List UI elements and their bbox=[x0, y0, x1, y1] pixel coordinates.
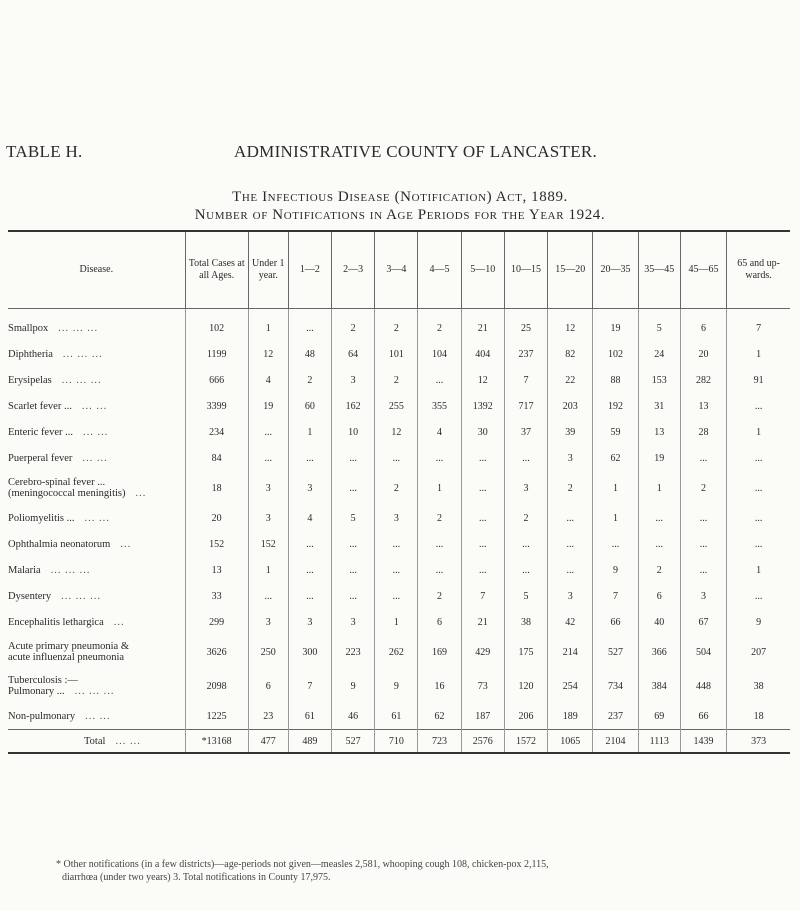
disease-name bbox=[8, 309, 185, 342]
age-period-cell: ... bbox=[754, 400, 763, 412]
age-period-cell: 39 bbox=[548, 419, 593, 445]
age-period-cell: ... bbox=[461, 505, 504, 531]
age-period-cell: 2 bbox=[375, 471, 418, 505]
age-period-cell: 448 bbox=[680, 669, 726, 703]
age-period-cell: 16 bbox=[418, 669, 461, 703]
leader-dots: ... ... bbox=[81, 400, 108, 412]
age-period-cell: 25 bbox=[504, 309, 547, 342]
age-period-cell: ... bbox=[548, 557, 593, 583]
column-header: 10—15 bbox=[504, 232, 547, 309]
act-subtitle: The Infectious Disease (Notification) Act, 1889. bbox=[232, 189, 568, 205]
footnote bbox=[56, 858, 796, 884]
age-period-cell: 91 bbox=[753, 374, 764, 386]
age-period-cell: ... bbox=[375, 557, 418, 583]
age-period-cell: 1 bbox=[593, 505, 638, 531]
age-period-cell: ... bbox=[593, 531, 638, 557]
age-period-cell: 4 bbox=[418, 419, 461, 445]
age-period-cell: ... bbox=[504, 445, 547, 471]
age-period-cell: 3 bbox=[504, 471, 547, 505]
age-period-cell: ... bbox=[375, 531, 418, 557]
age-period-cell: 3 bbox=[248, 505, 288, 531]
age-period-cell: 3 bbox=[248, 609, 288, 635]
age-period-cell: 9 bbox=[756, 616, 762, 628]
age-period-cell: ... bbox=[461, 531, 504, 557]
age-period-cell: ... bbox=[638, 505, 680, 531]
age-period-cell: 2 bbox=[375, 367, 418, 393]
age-period-cell: ... bbox=[375, 583, 418, 609]
age-period-cell: ... bbox=[418, 367, 461, 393]
age-period-cell: ... bbox=[375, 445, 418, 471]
age-period-cell: 223 bbox=[332, 635, 375, 669]
leader-dots: ... ... ... bbox=[61, 590, 102, 602]
age-period-cell: 2 bbox=[418, 583, 461, 609]
age-period-cell: 7 bbox=[504, 367, 547, 393]
disease-label: Diphtheria bbox=[8, 348, 53, 360]
table-row bbox=[8, 583, 790, 609]
age-period-cell: 88 bbox=[593, 367, 638, 393]
table-row bbox=[8, 557, 790, 583]
age-period-cell: 61 bbox=[375, 703, 418, 730]
age-period-cell: ... bbox=[248, 583, 288, 609]
age-period-cell: 5 bbox=[332, 505, 375, 531]
age-period-cell: 404 bbox=[461, 341, 504, 367]
disease-name bbox=[8, 669, 185, 703]
age-period-cell: 384 bbox=[638, 669, 680, 703]
footnote-line-1: * Other notifications (in a few districts)—age-periods not given—measles 2,581, whooping cough 108, chicken-pox 2,115, bbox=[56, 859, 549, 870]
age-period-cell: 1 bbox=[756, 426, 762, 438]
age-period-cell: 12 bbox=[548, 309, 593, 342]
age-period-cell: 31 bbox=[638, 393, 680, 419]
total-row bbox=[8, 730, 790, 754]
age-period-cell: 19 bbox=[638, 445, 680, 471]
age-period-cell: 67 bbox=[680, 609, 726, 635]
age-period-cell: 38 bbox=[504, 609, 547, 635]
age-period-cell: ... bbox=[680, 557, 726, 583]
age-period-cell: 3 bbox=[332, 367, 375, 393]
age-period-cell: 1 bbox=[418, 471, 461, 505]
age-period-cell: 6 bbox=[248, 669, 288, 703]
column-header: 45—65 bbox=[680, 232, 726, 309]
age-period-cell: 12 bbox=[461, 367, 504, 393]
age-period-cell: ... bbox=[680, 531, 726, 557]
age-period-cell: 1392 bbox=[461, 393, 504, 419]
age-period-cell: 3 bbox=[680, 583, 726, 609]
age-period-cell: 101 bbox=[375, 341, 418, 367]
age-period-cell: 2 bbox=[548, 471, 593, 505]
age-period-cell: 282 bbox=[680, 367, 726, 393]
age-period-cell: 19 bbox=[248, 393, 288, 419]
leader-dots: ... ... ... bbox=[62, 348, 103, 360]
age-period-cell: 373 bbox=[727, 730, 790, 754]
leader-dots: ... bbox=[135, 488, 147, 499]
age-period-cell: ... bbox=[754, 482, 763, 494]
age-period-cell: 237 bbox=[593, 703, 638, 730]
column-header: 35—45 bbox=[638, 232, 680, 309]
age-period-cell: 18 bbox=[753, 710, 764, 722]
age-period-cell: 237 bbox=[504, 341, 547, 367]
disease-label: Non-pulmonary bbox=[8, 710, 76, 722]
table-label: TABLE H. bbox=[6, 142, 83, 161]
disease-name bbox=[8, 471, 185, 505]
age-period-cell: 2 bbox=[638, 557, 680, 583]
age-period-cell: 162 bbox=[332, 393, 375, 419]
column-header: 3—4 bbox=[375, 232, 418, 309]
age-period-cell: 13 bbox=[680, 393, 726, 419]
age-period-cell: ... bbox=[288, 309, 331, 342]
age-period-cell: ... bbox=[461, 557, 504, 583]
age-period-cell: ... bbox=[418, 445, 461, 471]
age-period-cell: 262 bbox=[375, 635, 418, 669]
age-period-cell: 1572 bbox=[504, 730, 547, 754]
age-period-cell: 66 bbox=[680, 703, 726, 730]
disease-label-line-2: (meningococcal meningitis) bbox=[8, 488, 126, 499]
total-cases-cell: 18 bbox=[185, 471, 248, 505]
age-period-cell: ... bbox=[504, 531, 547, 557]
age-period-cell: 1 bbox=[756, 348, 762, 360]
age-period-cell: ... bbox=[418, 557, 461, 583]
age-period-cell: ... bbox=[332, 471, 375, 505]
disease-name bbox=[8, 419, 185, 445]
age-period-cell: 1 bbox=[288, 419, 331, 445]
age-period-cell: ... bbox=[680, 445, 726, 471]
disease-label: Total bbox=[84, 735, 106, 747]
age-period-cell: 429 bbox=[461, 635, 504, 669]
age-period-cell: 66 bbox=[593, 609, 638, 635]
disease-name bbox=[8, 393, 185, 419]
age-period-cell: 203 bbox=[548, 393, 593, 419]
age-period-cell: 254 bbox=[548, 669, 593, 703]
column-header: 65 and up- wards. bbox=[727, 232, 790, 309]
age-period-cell: 5 bbox=[504, 583, 547, 609]
table-row bbox=[8, 531, 790, 557]
age-period-cell: 69 bbox=[638, 703, 680, 730]
column-header: Under 1 year. bbox=[248, 232, 288, 309]
age-period-cell: ... bbox=[332, 557, 375, 583]
age-period-cell: ... bbox=[418, 531, 461, 557]
age-period-cell: 2 bbox=[418, 309, 461, 342]
age-period-cell: ... bbox=[548, 531, 593, 557]
disease-label: Cerebro-spinal fever ... bbox=[8, 477, 106, 488]
age-period-cell: ... bbox=[504, 557, 547, 583]
age-period-cell: 206 bbox=[504, 703, 547, 730]
age-period-cell: 527 bbox=[332, 730, 375, 754]
age-period-cell: 9 bbox=[332, 669, 375, 703]
table-row bbox=[8, 393, 790, 419]
age-period-cell: 59 bbox=[593, 419, 638, 445]
age-period-cell: 3 bbox=[375, 505, 418, 531]
age-period-cell: 7 bbox=[461, 583, 504, 609]
age-period-cell: 42 bbox=[548, 609, 593, 635]
disease-name bbox=[8, 730, 185, 754]
disease-name bbox=[8, 367, 185, 393]
total-cases-cell: 84 bbox=[185, 445, 248, 471]
age-period-cell: 1 bbox=[375, 609, 418, 635]
disease-label: Scarlet fever ... bbox=[8, 400, 72, 412]
column-header: 5—10 bbox=[461, 232, 504, 309]
age-period-cell: 7 bbox=[288, 669, 331, 703]
column-header: Total Cases at all Ages. bbox=[185, 232, 248, 309]
leader-dots: ... bbox=[113, 616, 125, 628]
table-row bbox=[8, 703, 790, 730]
table-row bbox=[8, 635, 790, 669]
age-period-cell: 7 bbox=[593, 583, 638, 609]
age-period-cell: 2 bbox=[504, 505, 547, 531]
age-period-cell: 73 bbox=[461, 669, 504, 703]
leader-dots: ... ... ... bbox=[50, 564, 91, 576]
age-period-cell: 21 bbox=[461, 309, 504, 342]
age-period-cell: 2 bbox=[288, 367, 331, 393]
table-row bbox=[8, 445, 790, 471]
age-period-cell: 2576 bbox=[461, 730, 504, 754]
age-period-cell: 62 bbox=[418, 703, 461, 730]
age-period-cell: 23 bbox=[248, 703, 288, 730]
age-period-cell: 3 bbox=[288, 471, 331, 505]
age-period-cell: ... bbox=[288, 531, 331, 557]
age-period-cell: 2104 bbox=[593, 730, 638, 754]
notifications-table-wrap bbox=[8, 230, 790, 754]
age-period-cell: ... bbox=[638, 531, 680, 557]
age-period-cell: 2 bbox=[332, 309, 375, 342]
age-period-cell: 723 bbox=[418, 730, 461, 754]
age-period-cell: 152 bbox=[248, 531, 288, 557]
age-period-cell: 3 bbox=[548, 445, 593, 471]
age-period-cell: ... bbox=[548, 505, 593, 531]
age-period-cell: ... bbox=[288, 583, 331, 609]
table-row bbox=[8, 669, 790, 703]
age-period-cell: 19 bbox=[593, 309, 638, 342]
age-period-cell: ... bbox=[754, 452, 763, 464]
disease-label: Erysipelas bbox=[8, 374, 52, 386]
table-row bbox=[8, 471, 790, 505]
age-period-cell: 1 bbox=[248, 557, 288, 583]
age-period-cell: 3 bbox=[248, 471, 288, 505]
disease-name bbox=[8, 531, 185, 557]
age-period-cell: 12 bbox=[375, 419, 418, 445]
age-period-cell: 527 bbox=[593, 635, 638, 669]
age-period-cell: 60 bbox=[288, 393, 331, 419]
total-cases-cell: 2098 bbox=[185, 669, 248, 703]
disease-name bbox=[8, 609, 185, 635]
age-period-cell: 207 bbox=[751, 646, 767, 658]
age-period-cell: 175 bbox=[504, 635, 547, 669]
total-cases-cell: 1225 bbox=[185, 703, 248, 730]
age-period-cell: 24 bbox=[638, 341, 680, 367]
age-period-cell: ... bbox=[288, 445, 331, 471]
table-row bbox=[8, 309, 790, 342]
age-period-cell: ... bbox=[332, 531, 375, 557]
leader-dots: ... ... ... bbox=[61, 374, 102, 386]
column-header: 15—20 bbox=[548, 232, 593, 309]
age-period-cell: 62 bbox=[593, 445, 638, 471]
leader-dots: ... ... bbox=[83, 426, 109, 438]
age-period-cell: 3 bbox=[548, 583, 593, 609]
age-period-cell: 9 bbox=[593, 557, 638, 583]
age-period-cell: ... bbox=[332, 583, 375, 609]
age-period-cell: 1 bbox=[756, 564, 762, 576]
age-period-cell: 6 bbox=[638, 583, 680, 609]
column-header-disease: Disease. bbox=[8, 232, 185, 309]
disease-label: Ophthalmia neonatorum bbox=[8, 538, 111, 550]
leader-dots: ... ... ... bbox=[58, 322, 99, 334]
total-cases-cell: 1199 bbox=[185, 341, 248, 367]
age-period-cell: 7 bbox=[756, 322, 762, 334]
age-period-cell: 189 bbox=[548, 703, 593, 730]
disease-name bbox=[8, 341, 185, 367]
table-row bbox=[8, 505, 790, 531]
age-period-cell: 2 bbox=[375, 309, 418, 342]
total-cases-cell: 33 bbox=[185, 583, 248, 609]
disease-label: Enteric fever ... bbox=[8, 426, 74, 438]
age-period-cell: ... bbox=[461, 445, 504, 471]
total-cases-cell: *13168 bbox=[185, 730, 248, 754]
age-period-cell: 37 bbox=[504, 419, 547, 445]
table-row bbox=[8, 419, 790, 445]
age-period-cell: 28 bbox=[680, 419, 726, 445]
age-period-cell: 6 bbox=[418, 609, 461, 635]
age-period-cell: 366 bbox=[638, 635, 680, 669]
age-period-cell: 38 bbox=[753, 680, 764, 692]
age-period-cell: 187 bbox=[461, 703, 504, 730]
total-cases-cell: 666 bbox=[185, 367, 248, 393]
footnote-line-2: diarrhœa (under two years) 3. Total notifications in County 17,975. bbox=[62, 872, 331, 883]
age-period-cell: 64 bbox=[332, 341, 375, 367]
total-cases-cell: 299 bbox=[185, 609, 248, 635]
age-period-cell: 710 bbox=[375, 730, 418, 754]
disease-name bbox=[8, 583, 185, 609]
age-period-cell: 214 bbox=[548, 635, 593, 669]
age-period-cell: 734 bbox=[593, 669, 638, 703]
disease-label: Acute primary pneumonia & bbox=[8, 641, 130, 652]
disease-label: Puerperal fever bbox=[8, 452, 73, 464]
age-period-cell: 6 bbox=[680, 309, 726, 342]
age-period-cell: 20 bbox=[680, 341, 726, 367]
disease-name bbox=[8, 505, 185, 531]
leader-dots: ... ... bbox=[115, 735, 141, 747]
total-cases-cell: 234 bbox=[185, 419, 248, 445]
age-period-cell: 102 bbox=[593, 341, 638, 367]
disease-name bbox=[8, 703, 185, 730]
age-period-cell: 61 bbox=[288, 703, 331, 730]
age-period-cell: 104 bbox=[418, 341, 461, 367]
column-header: 2—3 bbox=[332, 232, 375, 309]
age-period-cell: ... bbox=[754, 538, 763, 550]
age-period-cell: 48 bbox=[288, 341, 331, 367]
age-period-cell: ... bbox=[754, 590, 763, 602]
disease-label: Tuberculosis :— bbox=[8, 675, 78, 686]
age-period-cell: 22 bbox=[548, 367, 593, 393]
leader-dots: ... ... bbox=[84, 512, 110, 524]
age-period-cell: 46 bbox=[332, 703, 375, 730]
disease-label: Encephalitis lethargica bbox=[8, 616, 104, 628]
total-cases-cell: 13 bbox=[185, 557, 248, 583]
table-row bbox=[8, 609, 790, 635]
age-period-cell: 3 bbox=[288, 609, 331, 635]
disease-name bbox=[8, 445, 185, 471]
column-header: 4—5 bbox=[418, 232, 461, 309]
age-period-cell: 1 bbox=[248, 309, 288, 342]
age-period-cell: 153 bbox=[638, 367, 680, 393]
disease-label-line-2: acute influenzal pneumonia bbox=[8, 652, 125, 663]
age-period-cell: 21 bbox=[461, 609, 504, 635]
total-cases-cell: 102 bbox=[185, 309, 248, 342]
total-cases-cell: 152 bbox=[185, 531, 248, 557]
age-period-cell: 9 bbox=[375, 669, 418, 703]
age-period-cell: 120 bbox=[504, 669, 547, 703]
age-period-cell: 82 bbox=[548, 341, 593, 367]
disease-label: Poliomyelitis ... bbox=[8, 512, 75, 524]
total-cases-cell: 3399 bbox=[185, 393, 248, 419]
age-period-cell: 4 bbox=[288, 505, 331, 531]
age-period-cell: 489 bbox=[288, 730, 331, 754]
leader-dots: ... ... bbox=[82, 452, 108, 464]
age-period-cell: 5 bbox=[638, 309, 680, 342]
age-period-cell: 169 bbox=[418, 635, 461, 669]
age-period-cell: 255 bbox=[375, 393, 418, 419]
age-period-cell: ... bbox=[754, 512, 763, 524]
total-cases-cell: 3626 bbox=[185, 635, 248, 669]
age-period-cell: 4 bbox=[248, 367, 288, 393]
leader-dots: ... bbox=[120, 538, 132, 550]
age-period-cell: ... bbox=[461, 471, 504, 505]
table-row bbox=[8, 341, 790, 367]
age-period-cell: 1 bbox=[593, 471, 638, 505]
notifications-table bbox=[8, 232, 790, 754]
age-period-cell: 504 bbox=[680, 635, 726, 669]
disease-label: Malaria bbox=[8, 564, 41, 576]
table-row bbox=[8, 367, 790, 393]
age-period-cell: 250 bbox=[248, 635, 288, 669]
age-period-cell: 192 bbox=[593, 393, 638, 419]
age-period-cell: 1439 bbox=[680, 730, 726, 754]
column-header: 1—2 bbox=[288, 232, 331, 309]
age-period-cell: 355 bbox=[418, 393, 461, 419]
age-period-cell: 477 bbox=[248, 730, 288, 754]
age-period-cell: 10 bbox=[332, 419, 375, 445]
age-period-cell: ... bbox=[248, 445, 288, 471]
age-period-cell: ... bbox=[680, 505, 726, 531]
age-period-cell: 30 bbox=[461, 419, 504, 445]
age-period-cell: 3 bbox=[332, 609, 375, 635]
age-period-cell: ... bbox=[332, 445, 375, 471]
leader-dots: ... ... bbox=[85, 710, 111, 722]
age-period-cell: 1065 bbox=[548, 730, 593, 754]
disease-label-line-2: Pulmonary ... bbox=[8, 686, 65, 697]
age-period-cell: ... bbox=[248, 419, 288, 445]
age-period-cell: 2 bbox=[418, 505, 461, 531]
age-period-cell: 1113 bbox=[638, 730, 680, 754]
age-period-cell: 717 bbox=[504, 393, 547, 419]
age-period-cell: 2 bbox=[680, 471, 726, 505]
column-header: 20—35 bbox=[593, 232, 638, 309]
age-period-cell: 1 bbox=[638, 471, 680, 505]
disease-name bbox=[8, 557, 185, 583]
age-period-cell: 40 bbox=[638, 609, 680, 635]
leader-dots: ... ... ... bbox=[74, 686, 115, 697]
table-body bbox=[8, 309, 790, 754]
disease-name bbox=[8, 635, 185, 669]
disease-label: Smallpox bbox=[8, 322, 49, 334]
age-period-cell: ... bbox=[288, 557, 331, 583]
notifications-subtitle: Number of Notifications in Age Periods for the Year 1924. bbox=[194, 207, 606, 223]
county-title: ADMINISTRATIVE COUNTY OF LANCASTER. bbox=[234, 142, 598, 161]
total-cases-cell: 20 bbox=[185, 505, 248, 531]
age-period-cell: 13 bbox=[638, 419, 680, 445]
age-period-cell: 300 bbox=[288, 635, 331, 669]
disease-label: Dysentery bbox=[8, 590, 52, 602]
age-period-cell: 12 bbox=[248, 341, 288, 367]
header-row bbox=[8, 232, 790, 309]
